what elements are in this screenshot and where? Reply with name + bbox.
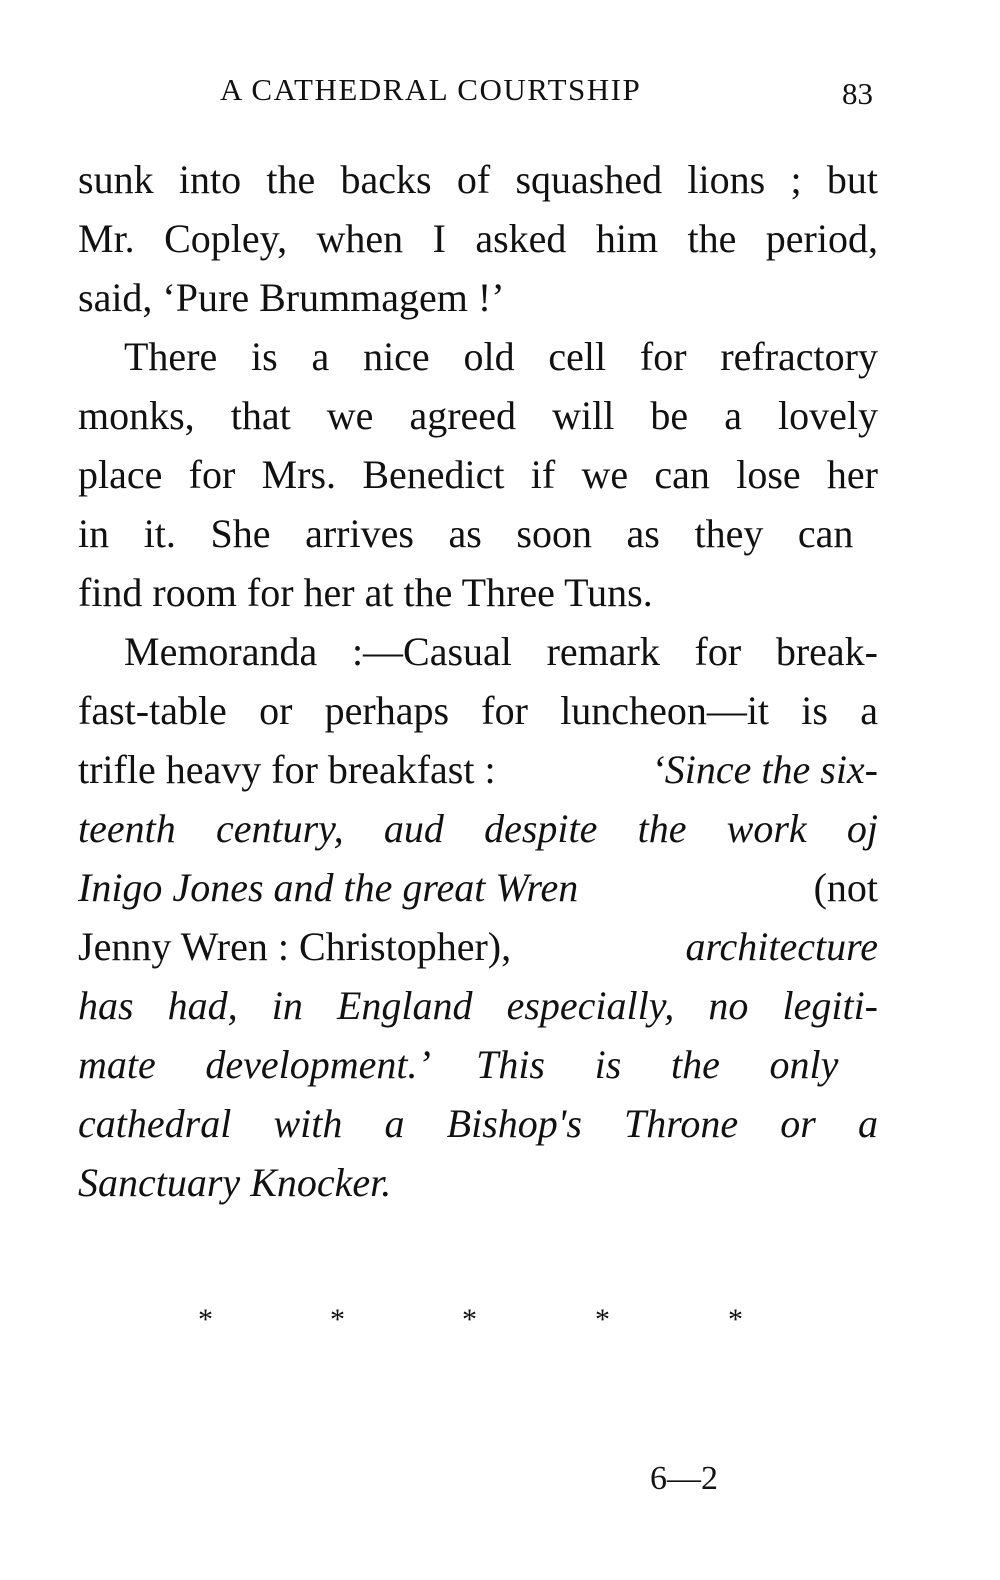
line-text-italic: mate development.’ This is the only xyxy=(78,1042,839,1087)
line-text: in it. She arrives as soon as they can xyxy=(78,511,854,556)
line-text: sunk into the backs of squashed lions ; but xyxy=(78,157,878,202)
asterisk: * xyxy=(595,1303,610,1336)
text-line xyxy=(78,268,878,327)
text-line xyxy=(78,622,878,681)
text-line xyxy=(78,976,878,1035)
text-line xyxy=(78,504,878,563)
text-line xyxy=(78,209,878,268)
line-text-italic: teenth century, aud despite the work oj xyxy=(78,806,878,851)
line-text: find room for her at the Three Tuns. xyxy=(78,570,653,615)
text-line xyxy=(78,150,878,209)
text-line xyxy=(78,1094,878,1153)
text-line xyxy=(78,1035,878,1094)
asterisk: * xyxy=(198,1303,213,1336)
line-text: trifle heavy for breakfast : xyxy=(78,747,496,792)
text-line xyxy=(78,327,878,386)
line-text: There is a nice old cell for refractory xyxy=(124,334,878,379)
text-line xyxy=(78,858,878,917)
text-line xyxy=(78,563,878,622)
body-text xyxy=(78,150,878,1212)
line-text: place for Mrs. Benedict if we can lose her xyxy=(78,452,878,497)
text-line xyxy=(78,681,878,740)
line-text-italic: has had, in England especially, no legiti- xyxy=(78,983,878,1028)
line-text: Memoranda :—Casual remark for break- xyxy=(124,629,878,674)
asterisk: * xyxy=(728,1303,743,1336)
line-text: fast-table or perhaps for luncheon—it is a xyxy=(78,688,878,733)
section-break xyxy=(0,1300,1000,1340)
line-text-italic: ‘Since the six- xyxy=(651,747,878,792)
line-text: (not xyxy=(813,865,878,910)
text-line xyxy=(78,799,878,858)
text-line xyxy=(78,1153,878,1212)
running-title: A CATHEDRAL COURTSHIP xyxy=(220,72,642,107)
line-text: monks, that we agreed will be a lovely xyxy=(78,393,878,438)
line-text: Mr. Copley, when I asked him the period, xyxy=(78,216,878,261)
text-line xyxy=(78,740,878,799)
page-number: 83 xyxy=(842,76,873,111)
text-line xyxy=(78,445,878,504)
asterisk: * xyxy=(330,1303,345,1336)
line-text-italic: architecture xyxy=(685,924,878,969)
text-line xyxy=(78,386,878,445)
line-text-italic: Inigo Jones and the great Wren xyxy=(78,865,579,910)
text-line xyxy=(78,917,878,976)
signature-mark: 6—2 xyxy=(650,1460,718,1497)
asterisk: * xyxy=(462,1303,477,1336)
line-text: said, ‘Pure Brummagem !’ xyxy=(78,275,505,320)
line-text: Jenny Wren : Christopher), xyxy=(78,924,512,969)
running-head xyxy=(0,72,1000,112)
line-text-italic: Sanctuary Knocker. xyxy=(78,1160,392,1205)
line-text-italic: cathedral with a Bishop's Throne or a xyxy=(78,1101,878,1146)
